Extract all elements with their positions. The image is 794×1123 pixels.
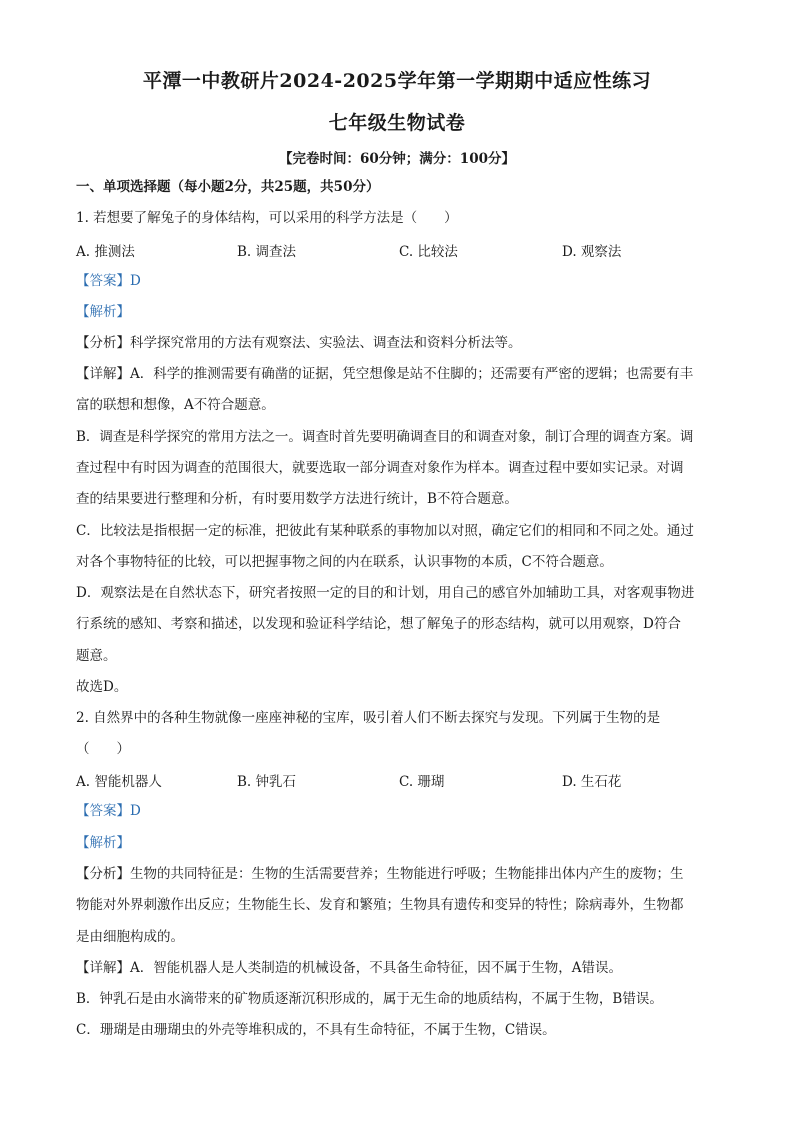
question-1-stem: 1. 若想要了解兔子的身体结构，可以采用的科学方法是（ ） [76, 210, 458, 226]
q1-detail-line: 查过程中有时因为调查的范围很大，就要选取一部分调查对象作为样本。调查过程中要如实记录。对调 [76, 460, 684, 476]
q1-detail-line: 查的结果要进行整理和分析，有时要用数学方法进行统计，B不符合题意。 [76, 491, 518, 507]
q1-detail-line: B．调查是科学探究的常用方法之一。调查时首先要明确调查目的和调查对象，制订合理的调查方案。调 [76, 429, 694, 445]
question-2-options [76, 770, 716, 790]
q1-detail-line: 【详解】A．科学的推测需要有确凿的证据，凭空想像是站不住脚的；还需要有严密的逻辑；也需要有丰 [76, 366, 694, 382]
q2-option-c: C. 珊瑚 [399, 774, 445, 790]
q1-answer [76, 271, 716, 291]
q2-option-a: A. 智能机器人 [76, 774, 162, 790]
q1-detail-line: 富的联想和想像，A不符合题意。 [76, 397, 275, 413]
exam-meta: 【完卷时间：60分钟；满分：100分】 [279, 151, 515, 167]
q2-option-d: D. 生石花 [562, 774, 622, 790]
q1-detail-line: D．观察法是在自然状态下，研究者按照一定的目的和计划，用自己的感官外加辅助工具，对客观事物进 [76, 585, 695, 601]
q2-answer [76, 801, 716, 821]
q2-detail-line: C．珊瑚是由珊瑚虫的外壳等堆积成的，不具有生命特征，不属于生物，C错误。 [76, 1022, 556, 1038]
q1-detail-line: 题意。 [76, 648, 117, 664]
q2-analysis-line: 是由细胞构成的。 [76, 929, 184, 945]
exam-subtitle: 七年级生物试卷 [328, 112, 466, 134]
q2-option-b: B. 钟乳石 [237, 774, 297, 790]
question-2-stem: 2. 自然界中的各种生物就像一座座神秘的宝库，吸引着人们不断去探究与发现。下列属于生物的是 [76, 710, 661, 726]
q2-detail-line: B．钟乳石是由水滴带来的矿物质逐渐沉积形成的，属于无生命的地质结构，不属于生物，B错误。 [76, 991, 663, 1007]
q1-analysis: 【分析】科学探究常用的方法有观察法、实验法、调查法和资料分析法等。 [76, 335, 522, 351]
q2-analysis-line: 【分析】生物的共同特征是：生物的生活需要营养；生物能进行呼吸；生物能排出体内产生的废物；生 [76, 866, 684, 882]
question-1-options [76, 240, 716, 260]
q1-jiexi-label: 【解析】 [76, 304, 130, 320]
q2-detail-line: 【详解】A．智能机器人是人类制造的机械设备，不具备生命特征，因不属于生物，A错误。 [76, 960, 622, 976]
q1-option-b: B. 调查法 [237, 244, 297, 260]
q1-detail-line: 行系统的感知、考察和描述，以发现和验证科学结论，想了解兔子的形态结构，就可以用观察，D符合 [76, 616, 681, 632]
q1-detail-line: C．比较法是指根据一定的标准，把彼此有某种联系的事物加以对照，确定它们的相同和不同之处。通过 [76, 523, 694, 539]
q2-answer-text: 【答案】D [76, 803, 141, 819]
q2-jiexi-label: 【解析】 [76, 835, 130, 851]
q1-detail-line: 对各个事物特征的比较，可以把握事物之间的内在联系，认识事物的本质，C不符合题意。 [76, 554, 613, 570]
section-heading: 一、单项选择题（每小题2分，共25题，共50分） [76, 179, 380, 195]
q1-answer-text: 【答案】D [76, 273, 141, 289]
question-2-stem-cont: （ ） [76, 741, 130, 757]
q1-option-c: C. 比较法 [399, 244, 458, 260]
exam-title: 平潭一中教研片2024-2025学年第一学期期中适应性练习 [142, 70, 652, 92]
q2-analysis-line: 物能对外界刺激作出反应；生物能生长、发育和繁殖；生物具有遗传和变异的特性；除病毒外，生物都 [76, 897, 684, 913]
q1-conclusion: 故选D。 [76, 679, 128, 695]
q1-option-d: D. 观察法 [562, 244, 622, 260]
q1-option-a: A. 推测法 [76, 244, 135, 260]
